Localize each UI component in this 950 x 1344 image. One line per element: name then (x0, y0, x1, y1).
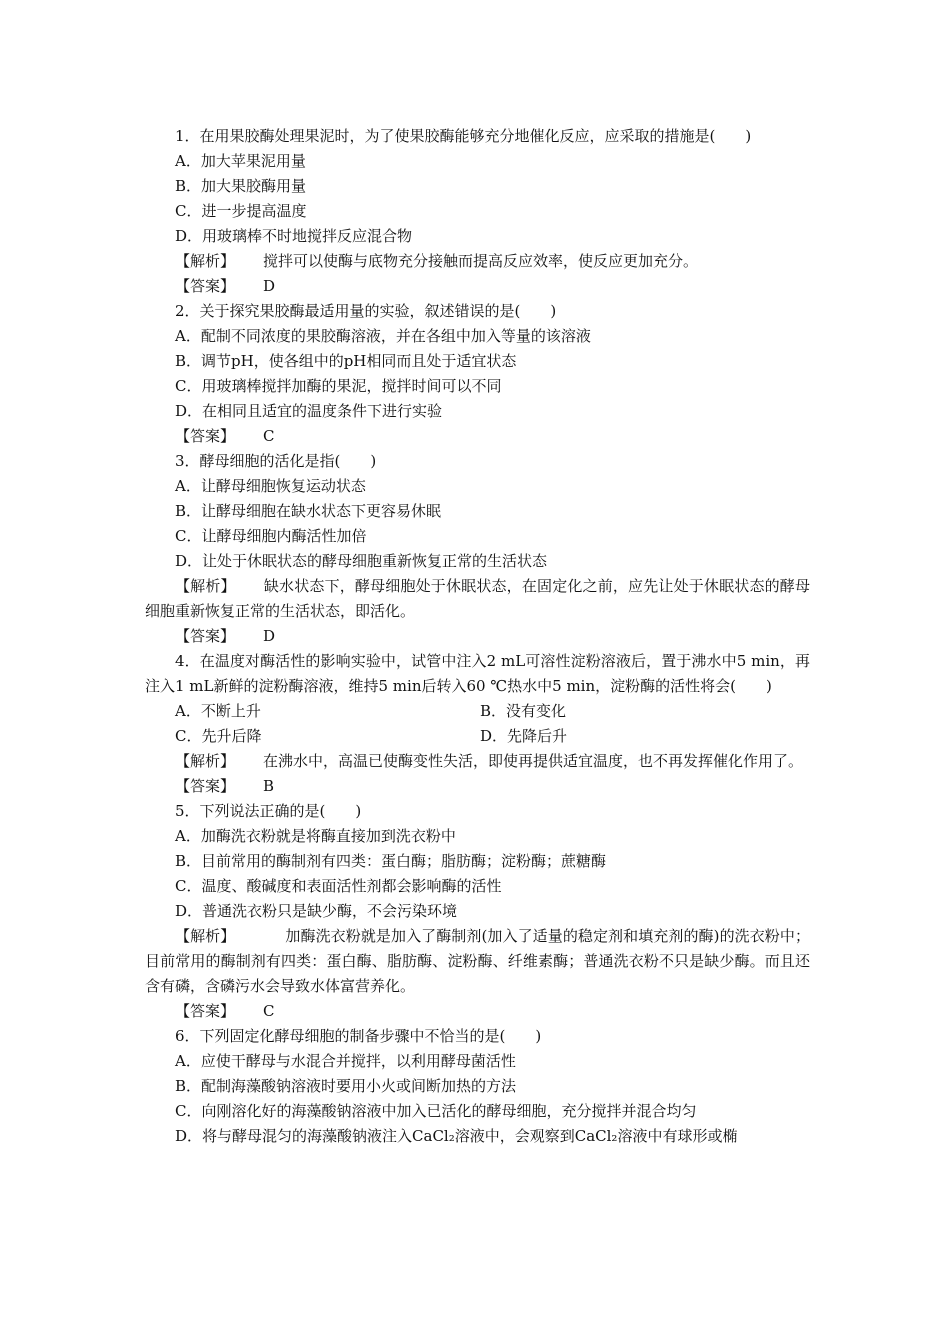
analysis (145, 249, 810, 274)
analysis (145, 574, 810, 624)
analysis-label: 【解析】 (175, 752, 236, 770)
analysis-label: 【解析】 (175, 927, 236, 945)
answer (145, 424, 810, 449)
answer (145, 999, 810, 1024)
option-b: B．加大果胶酶用量 (175, 177, 307, 195)
option-d: D．用玻璃棒不时地搅拌反应混合物 (175, 227, 413, 245)
question-stem: 2．关于探究果胶酶最适用量的实验，叙述错误的是( ) (175, 302, 557, 320)
question-stem: 4．在温度对酶活性的影响实验中，试管中注入2 mL可溶性淀粉溶液后，置于沸水中5 min，再注入1 mL新鲜的淀粉酶溶液，维持5 min后转入60 ℃热水中5 min，淀粉酶的活性将会( ) (145, 652, 810, 695)
option-a: A．配制不同浓度的果胶酶溶液，并在各组中加入等量的该溶液 (175, 327, 591, 345)
option-b: B．目前常用的酶制剂有四类：蛋白酶；脂肪酶；淀粉酶；蔗糖酶 (175, 852, 607, 870)
option-b: B．调节pH，使各组中的pH相同而且处于适宜状态 (175, 352, 517, 370)
option-row-1 (145, 699, 810, 724)
answer-value: D (263, 627, 276, 645)
option-c: C．让酵母细胞内酶活性加倍 (175, 527, 367, 545)
answer-label: 【答案】 (175, 427, 236, 445)
question-5 (145, 799, 810, 1024)
answer-value: B (263, 777, 275, 795)
analysis (145, 924, 810, 999)
option-d: D．让处于休眠状态的酵母细胞重新恢复正常的生活状态 (175, 552, 548, 570)
analysis (145, 749, 810, 774)
question-stem: 3．酵母细胞的活化是指( ) (175, 452, 377, 470)
option-c: C．温度、酸碱度和表面活性剂都会影响酶的活性 (175, 877, 502, 895)
option-a: A．加酶洗衣粉就是将酶直接加到洗衣粉中 (175, 827, 456, 845)
answer-label: 【答案】 (175, 627, 236, 645)
analysis-label: 【解析】 (175, 577, 236, 595)
answer (145, 774, 810, 799)
option-row-2 (145, 724, 810, 749)
question-6 (145, 1024, 810, 1149)
analysis-label: 【解析】 (175, 252, 236, 270)
question-stem: 6．下列固定化酵母细胞的制备步骤中不恰当的是( ) (175, 1027, 542, 1045)
answer-label: 【答案】 (175, 777, 236, 795)
analysis-text: 加酶洗衣粉就是加入了酶制剂(加入了适量的稳定剂和填充剂的酶)的洗衣粉中；目前常用的酶制剂有四类：蛋白酶、脂肪酶、淀粉酶、纤维素酶；普通洗衣粉不只是缺少酶。而且还含有磷，含磷污水会导致水体富营养化。 (145, 927, 810, 995)
option-a: A．不断上升 (175, 702, 261, 720)
option-b: B．配制海藻酸钠溶液时要用小火或间断加热的方法 (175, 1077, 517, 1095)
question-list (145, 124, 810, 1149)
answer-label: 【答案】 (175, 1002, 236, 1020)
answer (145, 624, 810, 649)
answer-value: C (263, 1002, 275, 1020)
analysis-text: 缺水状态下，酵母细胞处于休眠状态，在固定化之前，应先让处于休眠状态的酵母细胞重新恢复正常的生活状态，即活化。 (145, 577, 810, 620)
option-c: C．进一步提高温度 (175, 202, 307, 220)
option-a: A．应使干酵母与水混合并搅拌，以利用酵母菌活性 (175, 1052, 516, 1070)
option-b: B．让酵母细胞在缺水状态下更容易休眠 (175, 502, 442, 520)
option-d: D．普通洗衣粉只是缺少酶，不会污染环境 (175, 902, 458, 920)
option-b: B．没有变化 (480, 702, 567, 720)
analysis-text: 在沸水中，高温已使酶变性失活，即使再提供适宜温度，也不再发挥催化作用了。 (263, 752, 804, 770)
answer-value: D (263, 277, 276, 295)
option-a: A．让酵母细胞恢复运动状态 (175, 477, 366, 495)
question-1 (145, 124, 810, 299)
option-d: D．将与酵母混匀的海藻酸钠液注入CaCl₂溶液中，会观察到CaCl₂溶液中有球形或椭 (175, 1127, 738, 1145)
question-4 (145, 649, 810, 799)
option-c: C．先升后降 (175, 727, 262, 745)
question-3 (145, 449, 810, 649)
option-a: A．加大苹果泥用量 (175, 152, 306, 170)
option-c: C．用玻璃棒搅拌加酶的果泥，搅拌时间可以不同 (175, 377, 502, 395)
analysis-text: 搅拌可以使酶与底物充分接触而提高反应效率，使反应更加充分。 (263, 252, 699, 270)
answer-value: C (263, 427, 275, 445)
question-stem: 1．在用果胶酶处理果泥时，为了使果胶酶能够充分地催化反应，应采取的措施是( ) (175, 127, 752, 145)
answer (145, 274, 810, 299)
answer-label: 【答案】 (175, 277, 236, 295)
question-stem: 5．下列说法正确的是( ) (175, 802, 362, 820)
option-c: C．向刚溶化好的海藻酸钠溶液中加入已活化的酵母细胞，充分搅拌并混合均匀 (175, 1102, 697, 1120)
question-2 (145, 299, 810, 449)
option-d: D．在相同且适宜的温度条件下进行实验 (175, 402, 443, 420)
option-d: D．先降后升 (480, 727, 568, 745)
